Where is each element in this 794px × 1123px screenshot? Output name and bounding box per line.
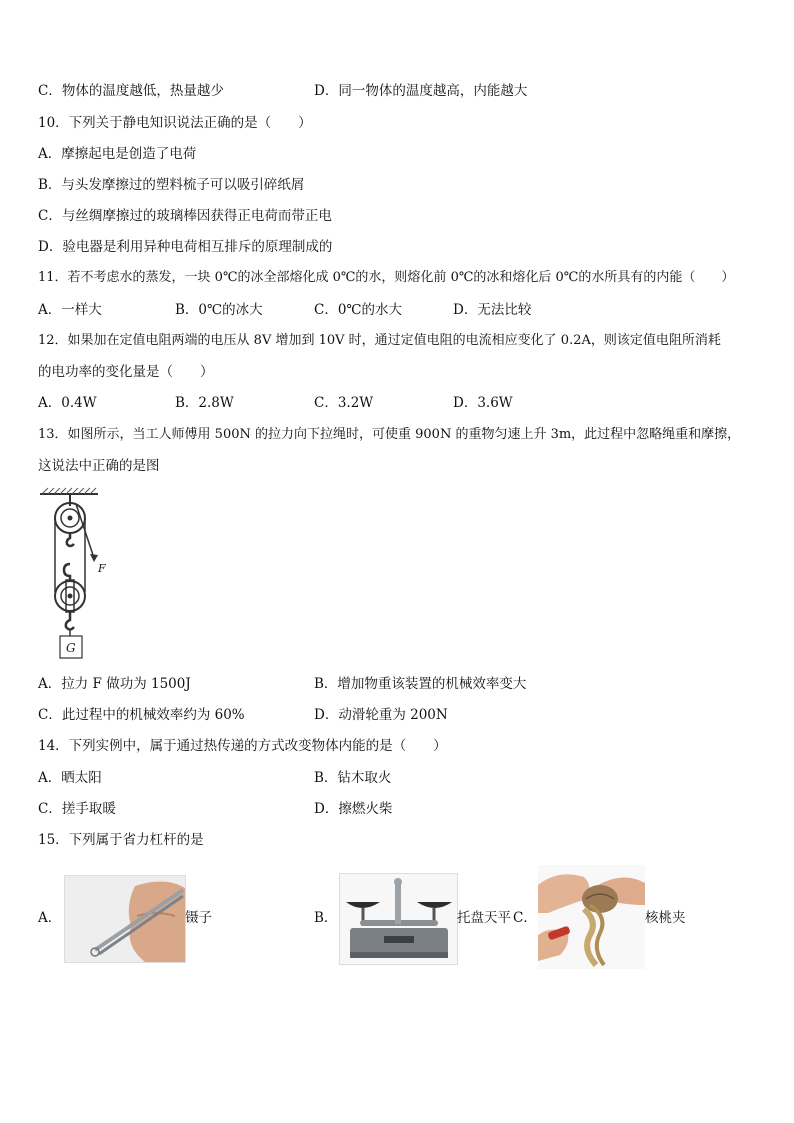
q12-stem-line2: 的电功率的变化量是（ ） [38,364,214,380]
weight-label: G [66,641,76,655]
q10-option-d: D．验电器是利用异种电荷相互排斥的原理制成的 [38,239,333,255]
force-label: F [98,562,106,575]
q10-option-c: C．与丝绸摩擦过的玻璃棒因获得正电荷而带正电 [38,208,332,224]
q9-option-d: D．同一物体的温度越高，内能越大 [314,83,528,99]
pulley-diagram [36,484,126,662]
q14-option-b: B．钻木取火 [314,770,392,786]
q15-stem: 15．下列属于省力杠杆的是 [38,832,204,848]
q15-option-a-letter: A． [38,910,62,926]
q13-option-b: B．增加物重该装置的机械效率变大 [314,676,527,692]
q10-option-b: B．与头发摩擦过的塑料梳子可以吸引碎纸屑 [38,177,305,193]
tweezers-photo [64,875,186,963]
nutcracker-photo [538,865,645,969]
q11-stem: 11．若不考虑水的蒸发，一块 0℃的冰全部熔化成 0℃的水，则熔化前 0℃的冰和熔化后 0℃的水所具有的内能（ ） [38,270,735,285]
q12-option-c: C．3.2W [314,395,374,411]
q14-option-c: C．搓手取暖 [38,801,116,817]
q12-stem-line1: 12．如果加在定值电阻两端的电压从 8V 增加到 10V 时，通过定值电阻的电流相应变化了 0.2A，则该定值电阻所消耗 [38,333,721,348]
q14-stem: 14．下列实例中，属于通过热传递的方式改变物体内能的是（ ） [38,738,447,754]
q11-option-d: D．无法比较 [453,302,532,318]
q14-option-a: A．晒太阳 [38,770,102,786]
q11-option-b: B．0℃的冰大 [175,302,263,318]
q13-stem-line2: 这说法中正确的是图 [38,458,160,474]
q15-option-a-text: 镊子 [185,910,212,926]
q11-option-a: A．一样大 [38,302,102,318]
balance-scale-photo [339,873,458,965]
q13-option-a: A．拉力 F 做功为 1500J [38,676,191,692]
q13-option-c: C．此过程中的机械效率约为 60% [38,707,245,723]
q9-option-c: C．物体的温度越低，热量越少 [38,83,224,99]
q11-option-c: C．0℃的水大 [314,302,403,318]
q15-option-b-letter: B． [314,910,338,926]
q10-option-a: A．摩擦起电是创造了电荷 [38,146,197,162]
q15-option-c-letter: C． [513,910,537,926]
q12-option-a: A．0.4W [38,395,97,411]
q14-option-d: D．擦燃火柴 [314,801,393,817]
q15-option-c-text: 核桃夹 [645,910,686,926]
q12-option-b: B．2.8W [175,395,234,411]
q13-option-d: D．动滑轮重为 200N [314,707,448,723]
q10-stem: 10．下列关于静电知识说法正确的是（ ） [38,115,312,131]
q12-option-d: D．3.6W [453,395,513,411]
q13-stem-line1: 13．如图所示，当工人师傅用 500N 的拉力向下拉绳时，可使重 900N 的重物匀速上升 3m，此过程中忽略绳重和摩擦， [38,427,741,442]
q15-option-b-text: 托盘天平 [457,910,511,926]
